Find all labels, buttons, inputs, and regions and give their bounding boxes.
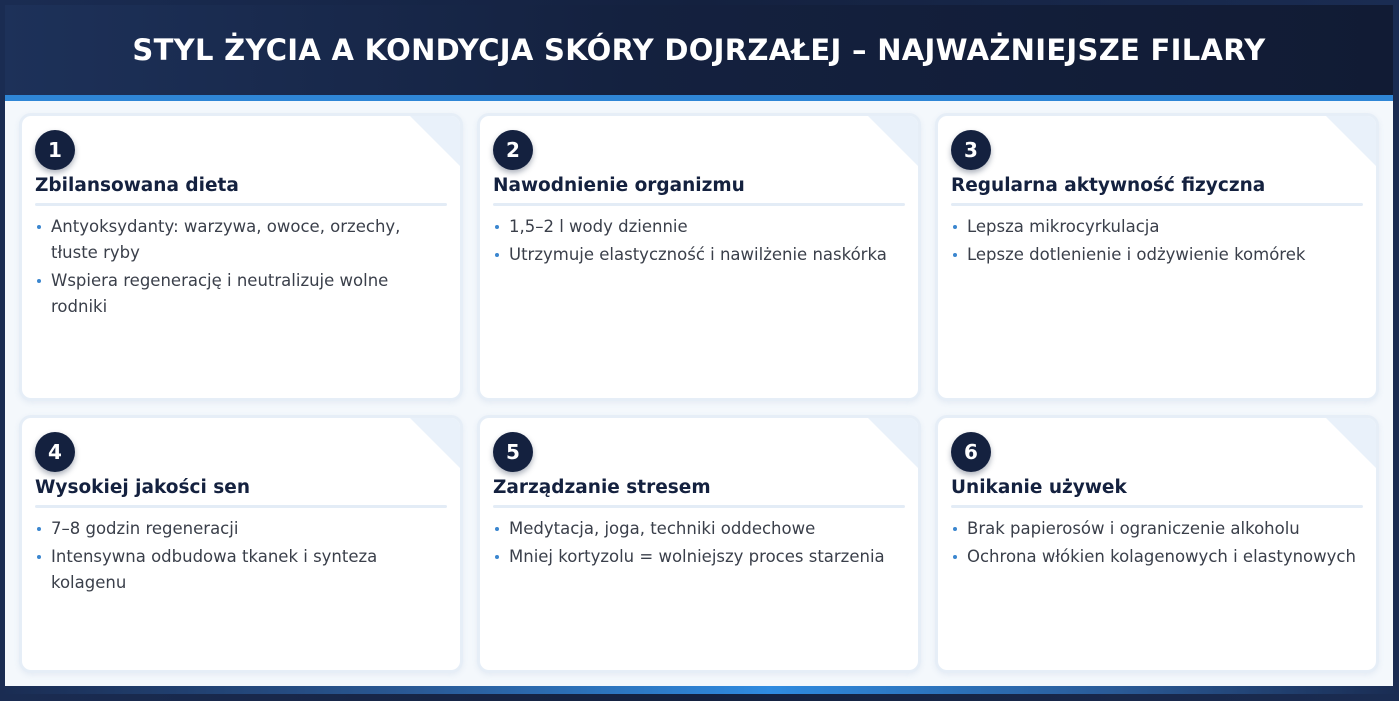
bullet-text: Brak papierosów i ograniczenie alkoholu [967,519,1300,538]
bullet-text: Wspiera regenerację i neutralizuje wolne rodniki [51,271,389,316]
bullet-item [951,214,1363,240]
divider [35,505,447,508]
pillar-card-6 [935,415,1379,673]
bullet-dot-icon [37,279,41,283]
corner-fold-decoration [868,418,918,468]
bullet-item [35,214,447,266]
corner-fold-decoration [410,116,460,166]
pillar-card-5 [477,415,921,673]
number-badge: 4 [35,432,75,472]
bullet-text: Antyoksydanty: warzywa, owoce, orzechy, tłuste ryby [51,217,401,262]
divider [951,505,1363,508]
bullet-text: Intensywna odbudowa tkanek i synteza kolagenu [51,547,378,592]
divider [493,505,905,508]
bullet-list [493,516,905,570]
number-badge: 3 [951,130,991,170]
divider [493,203,905,206]
bullet-list [35,516,447,596]
bullet-item [35,268,447,320]
bullet-item [951,544,1363,570]
pillar-card-2 [477,113,921,401]
bullet-list [493,214,905,268]
bullet-dot-icon [953,555,957,559]
bullet-dot-icon [953,253,957,257]
bullet-dot-icon [495,555,499,559]
number-badge: 6 [951,432,991,472]
corner-fold-decoration [868,116,918,166]
bullet-dot-icon [495,253,499,257]
bullet-list [951,516,1363,570]
bottom-accent-bar [0,686,1399,694]
number-badge: 5 [493,432,533,472]
bullet-list [951,214,1363,268]
bullet-dot-icon [953,527,957,531]
card-title: Zarządzanie stresem [493,477,711,498]
card-title: Unikanie używek [951,477,1127,498]
bullet-dot-icon [495,225,499,229]
bullet-text: Ochrona włókien kolagenowych i elastynowych [967,547,1356,566]
corner-fold-decoration [1326,116,1376,166]
bullet-dot-icon [37,527,41,531]
bullet-dot-icon [953,225,957,229]
bullet-list [35,214,447,320]
number-badge: 1 [35,130,75,170]
bullet-text: 1,5–2 l wody dziennie [509,217,688,236]
pillar-card-3 [935,113,1379,401]
divider [35,203,447,206]
bullet-item [493,214,905,240]
bullet-text: Medytacja, joga, techniki oddechowe [509,519,816,538]
bullet-text: 7–8 godzin regeneracji [51,519,239,538]
pillar-card-1 [19,113,463,401]
card-title: Zbilansowana dieta [35,175,239,196]
bullet-text: Lepsze dotlenienie i odżywienie komórek [967,245,1306,264]
content-area [5,101,1393,686]
bullet-item [951,242,1363,268]
corner-fold-decoration [1326,418,1376,468]
bullet-item [493,544,905,570]
bullet-dot-icon [37,225,41,229]
divider [951,203,1363,206]
bullet-dot-icon [495,527,499,531]
card-title: Regularna aktywność fizyczna [951,175,1266,196]
card-title: Wysokiej jakości sen [35,477,250,498]
bullet-text: Lepsza mikrocyrkulacja [967,217,1160,236]
bullet-item [35,516,447,542]
bullet-item [493,242,905,268]
bullet-item [951,516,1363,542]
header-banner [5,5,1393,95]
bullet-item [493,516,905,542]
bullet-text: Utrzymuje elastyczność i nawilżenie naskórka [509,245,887,264]
bullet-item [35,544,447,596]
corner-fold-decoration [410,418,460,468]
pillar-card-4 [19,415,463,673]
card-title: Nawodnienie organizmu [493,175,745,196]
bullet-dot-icon [37,555,41,559]
page-title: STYL ŻYCIA A KONDYCJA SKÓRY DOJRZAŁEJ – NAJWAŻNIEJSZE FILARY [132,33,1266,67]
pillars-grid [19,113,1379,673]
number-badge: 2 [493,130,533,170]
bullet-text: Mniej kortyzolu = wolniejszy proces starzenia [509,547,885,566]
